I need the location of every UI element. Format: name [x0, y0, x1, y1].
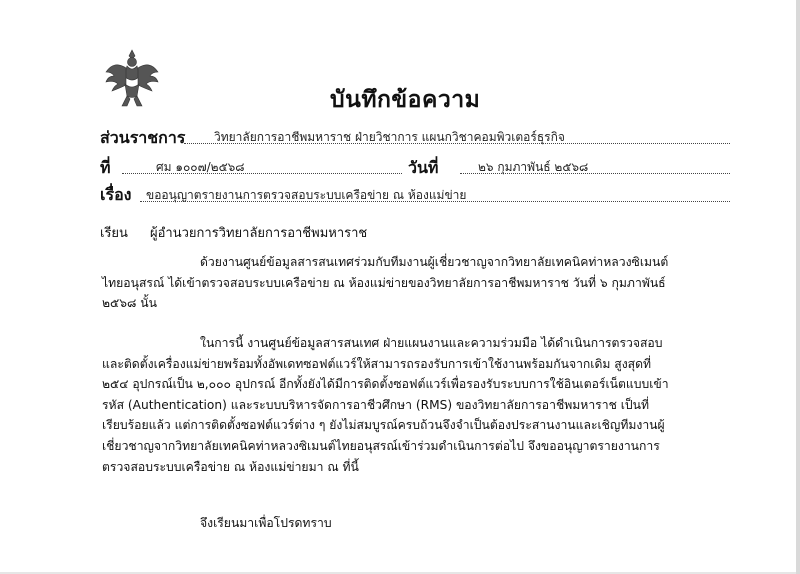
garuda-emblem-icon [104, 48, 160, 112]
department-value: วิทยาลัยการอาชีพมหาราช ฝ่ายวิชาการ แผนกวิชาคอมพิวเตอร์ธุรกิจ [214, 130, 565, 144]
paragraph-2-text: ในการนี้ งานศูนย์ข้อมูลสารสนเทศ ฝ่ายแผนงานและความร่วมมือ ได้ดำเนินการตรวจสอบและติดตั้งเครื่องแม่ข่ายพร้อมทั้งอัพเดทซอฟต์แวร์ให้สามารถรองรับการเข้าใช้งานพร้อมกันจากเดิม สูงสุดที่ ๒๕๔ อุปกรณ์เป็น ๒,๐๐๐ อุปกรณ์ อีกทั้งยังได้มีการติดตั้งซอฟต์แวร์เพื่อรองรับระบบการใช้อินเตอร์เน็ตแบบเข้ารหัส (Authentication) และระบบบริหารจัดการอาชีวศึกษา (RMS) ของวิทยาลัยการอาชีพมหาราช เป็นที่เรียบร้อยแล้ว แต่การติดตั้งซอฟต์แวร์ต่าง ๆ ยังไม่สมบูรณ์ครบถ้วนจึงจำเป็นต้องประสานงานและเชิญทีมงานผู้เชี่ยวชาญจากวิทยาลัยเทคนิคท่าหลวงซิเมนต์ไทยอนุสรณ์เข้าร่วมดำเนินการต่อไป จึงขออนุญาตรายงานการตรวจสอบระบบเครือข่าย ณ ห้องแม่ข่ายมา ณ ที่นี้ [102, 336, 669, 474]
paragraph-2 [102, 333, 680, 477]
to-label: เรียน [100, 226, 128, 241]
to-value: ผู้อำนวยการวิทยาลัยการอาชีพมหาราช [150, 226, 368, 241]
department-label: ส่วนราชการ [100, 128, 186, 147]
subject-label: เรื่อง [100, 185, 132, 204]
closing-text: จึงเรียนมาเพื่อโปรดทราบ [200, 516, 332, 530]
date-value: ๒๖ กุมภาพันธ์ ๒๕๖๘ [478, 160, 589, 174]
document-title: บันทึกข้อความ [330, 87, 481, 113]
ref-label: ที่ [100, 158, 111, 177]
date-label: วันที่ [408, 158, 439, 177]
subject-value: ขออนุญาตรายงานการตรวจสอบระบบเครือข่าย ณ ห้องแม่ข่าย [146, 188, 467, 202]
paragraph-1 [102, 252, 680, 314]
ref-value: ศม ๑๐๐๗/๒๕๖๘ [156, 160, 245, 174]
paragraph-1-text: ด้วยงานศูนย์ข้อมูลสารสนเทศร่วมกับทีมงานผู้เชี่ยวชาญจากวิทยาลัยเทคนิคท่าหลวงซิเมนต์ไทยอนุสรณ์ ได้เข้าตรวจสอบระบบเครือข่าย ณ ห้องแม่ข่ายของวิทยาลัยการอาชีพมหาราช วันที่ ๖ กุมภาพันธ์ ๒๕๖๘ นั้น [102, 255, 669, 311]
